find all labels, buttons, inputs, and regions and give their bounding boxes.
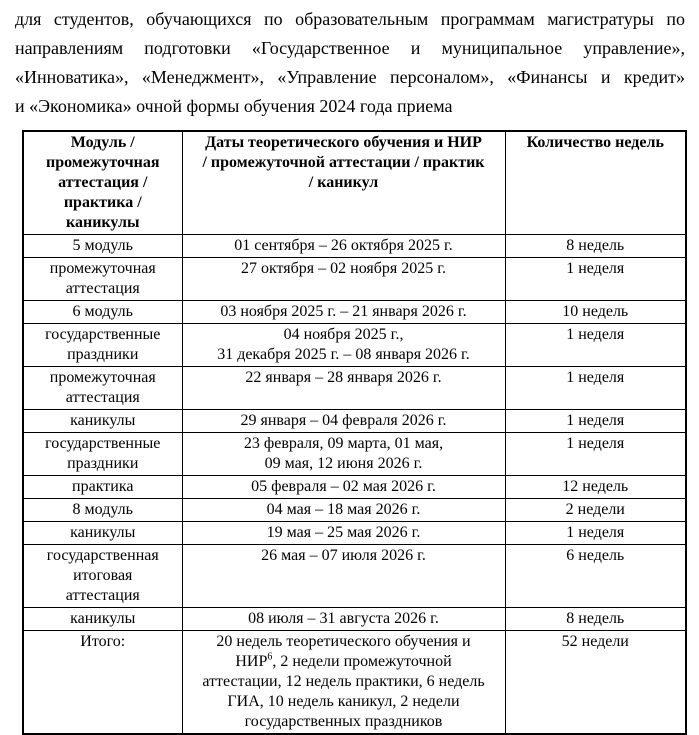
total-weeks-cell: 52 недели <box>505 631 686 735</box>
table-row <box>23 235 686 258</box>
col-header-module <box>23 131 182 235</box>
summary-line: аттестации, 12 недель практики, 6 недель <box>202 673 485 690</box>
header-line: Даты теоретического обучения и НИР <box>205 134 482 151</box>
intro-line: направлениям подготовки «Государственное и муниципальное управление», <box>15 38 685 58</box>
module-cell: государственные праздники <box>23 433 182 476</box>
header-line: каникулы <box>66 214 140 231</box>
summary-line: государственных праздников <box>244 713 443 730</box>
dates-line: 31 декабря 2025 г. – 08 января 2026 г. <box>217 346 470 363</box>
table-row <box>23 324 686 367</box>
table-row <box>23 545 686 608</box>
weeks-cell: 2 недели <box>505 499 686 522</box>
dates-cell: 19 мая – 25 мая 2026 г. <box>182 522 505 545</box>
table-row <box>23 301 686 324</box>
dates-cell: 01 сентября – 26 октября 2025 г. <box>182 235 505 258</box>
weeks-cell: 1 неделя <box>505 258 686 301</box>
module-cell: промежуточная аттестация <box>23 258 182 301</box>
module-cell: 8 модуль <box>23 499 182 522</box>
dates-cell: 04 мая – 18 мая 2026 г. <box>182 499 505 522</box>
weeks-cell: 1 неделя <box>505 522 686 545</box>
module-line: государственная <box>46 547 159 564</box>
module-cell: каникулы <box>23 410 182 433</box>
total-summary-cell <box>182 631 505 735</box>
weeks-cell: 8 недель <box>505 235 686 258</box>
weeks-cell: 1 неделя <box>505 367 686 410</box>
module-cell: каникулы <box>23 522 182 545</box>
dates-cell: 03 ноября 2025 г. – 21 января 2026 г. <box>182 301 505 324</box>
dates-cell <box>182 433 505 476</box>
dates-cell <box>182 324 505 367</box>
module-cell: каникулы <box>23 608 182 631</box>
table-row <box>23 608 686 631</box>
module-cell: 5 модуль <box>23 235 182 258</box>
dates-line: 23 февраля, 09 марта, 01 мая, <box>243 435 444 452</box>
module-cell: практика <box>23 476 182 499</box>
weeks-cell: 10 недель <box>505 301 686 324</box>
total-label-cell: Итого: <box>23 631 182 735</box>
intro-line: «Инноватика», «Менеджмент», «Управление персоналом», «Финансы и кредит» <box>15 67 685 87</box>
footnote-ref-6: 6 <box>267 651 273 663</box>
dates-cell: 29 января – 04 февраля 2026 г. <box>182 410 505 433</box>
header-row <box>23 131 686 235</box>
table-row <box>23 433 686 476</box>
dates-line: 09 мая, 12 июня 2026 г. <box>264 455 423 472</box>
module-cell <box>23 545 182 608</box>
dates-line: 04 ноября 2025 г., <box>283 326 404 343</box>
header-line: / промежуточной аттестации / практик <box>202 154 485 171</box>
header-line: / каникул <box>308 174 379 191</box>
weeks-cell: 8 недель <box>505 608 686 631</box>
table-row <box>23 499 686 522</box>
intro-line: и «Экономика» очной формы обучения 2024 года приема <box>15 96 453 116</box>
table-row <box>23 476 686 499</box>
dates-cell: 08 июля – 31 августа 2026 г. <box>182 608 505 631</box>
table-row <box>23 522 686 545</box>
summary-line: 20 недель теоретического обучения и <box>216 633 471 650</box>
module-cell: промежуточная аттестация <box>23 367 182 410</box>
table-row <box>23 367 686 410</box>
dates-cell: 05 февраля – 02 мая 2026 г. <box>182 476 505 499</box>
header-line: аттестация / <box>58 174 148 191</box>
module-line: итоговая <box>73 567 133 584</box>
header-line: практика / <box>63 194 142 211</box>
dates-cell: 26 мая – 07 июля 2026 г. <box>182 545 505 608</box>
calendar-table <box>22 130 687 735</box>
intro-paragraph <box>15 5 685 121</box>
dates-cell: 22 января – 28 января 2026 г. <box>182 367 505 410</box>
header-line: Модуль / <box>70 134 135 151</box>
summary-text: НИР <box>235 653 268 670</box>
col-header-weeks: Количество недель <box>505 131 686 235</box>
module-cell: 6 модуль <box>23 301 182 324</box>
table-row <box>23 258 686 301</box>
col-header-dates <box>182 131 505 235</box>
summary-text: , 2 недели промежуточной <box>272 653 452 670</box>
weeks-cell: 12 недель <box>505 476 686 499</box>
weeks-cell: 1 неделя <box>505 410 686 433</box>
summary-line <box>186 652 502 672</box>
module-cell: государственные праздники <box>23 324 182 367</box>
summary-line: ГИА, 10 недель каникул, 2 недели <box>227 693 460 710</box>
weeks-cell: 1 неделя <box>505 433 686 476</box>
table-row <box>23 410 686 433</box>
intro-line: для студентов, обучающихся по образовательным программам магистратуры по <box>15 9 685 29</box>
weeks-cell: 6 недель <box>505 545 686 608</box>
header-line: промежуточная <box>45 154 160 171</box>
total-row <box>23 631 686 735</box>
dates-cell: 27 октября – 02 ноября 2025 г. <box>182 258 505 301</box>
module-line: аттестация <box>65 587 140 604</box>
weeks-cell: 1 неделя <box>505 324 686 367</box>
